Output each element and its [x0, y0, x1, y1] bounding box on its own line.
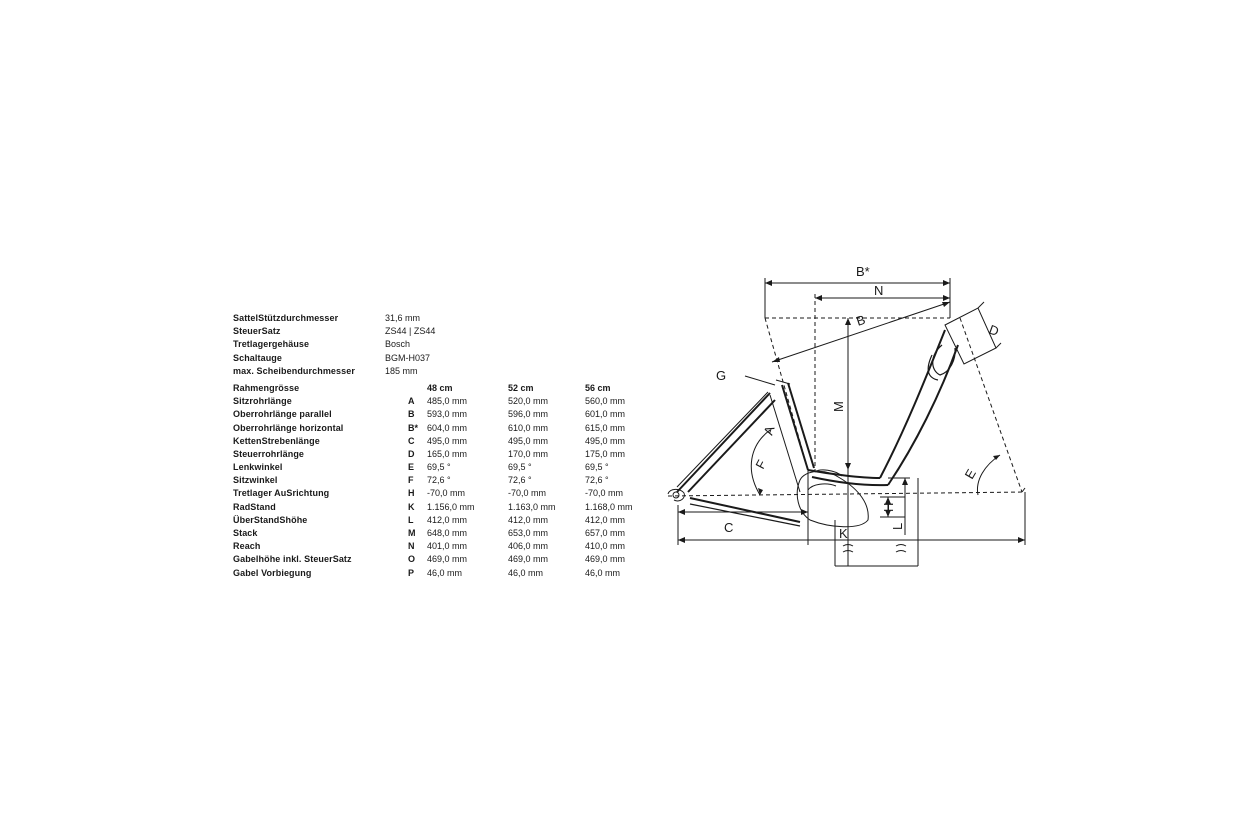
geometry-value: 406,0 mm [508, 541, 549, 552]
geometry-value: -70,0 mm [427, 488, 466, 499]
geometry-value: 175,0 mm [585, 448, 626, 459]
geometry-value: 412,0 mm [508, 514, 549, 525]
spec-value: Bosch [385, 339, 411, 350]
geometry-value: 596,0 mm [508, 409, 549, 420]
geometry-value: 1.163,0 mm [508, 501, 556, 512]
geometry-label: Sitzwinkel [233, 475, 278, 486]
dimension-letter: P [408, 567, 415, 578]
geometry-label: Gabelhöhe inkl. SteuerSatz [233, 554, 352, 565]
size-heading: 52 cm [508, 382, 534, 393]
spec-label: Schaltauge [233, 352, 283, 363]
geometry-value: 412,0 mm [585, 514, 626, 525]
spec-label: Tretlagergehäuse [233, 339, 310, 350]
chain-stay [690, 498, 800, 522]
label-k: K [839, 526, 848, 541]
geometry-value: 72,6 ° [427, 475, 451, 486]
geometry-value: 653,0 mm [508, 528, 549, 538]
spec-value: 31,6 mm [385, 313, 421, 323]
dimension-letter: C [408, 435, 415, 446]
geometry-label: Oberrohrlänge horizontal [233, 422, 344, 433]
geometry-value: 560,0 mm [585, 396, 626, 407]
geometry-value: 72,6 ° [585, 475, 609, 486]
axle-line [668, 492, 1025, 496]
dimension-letter: D [408, 448, 415, 459]
label-b-star: B* [856, 264, 870, 279]
geometry-label: ÜberStandShöhe [233, 514, 308, 525]
geometry-value: -70,0 mm [508, 488, 547, 499]
dimension-letter: H [408, 488, 415, 499]
label-e: E [961, 466, 979, 482]
size-heading: 56 cm [585, 382, 611, 393]
geometry-value: 593,0 mm [427, 409, 468, 420]
g-leader-line [745, 376, 775, 385]
geometry-value: 165,0 mm [427, 448, 468, 459]
geometry-value: 495,0 mm [508, 435, 549, 446]
geometry-value: -70,0 mm [585, 488, 624, 499]
geometry-value: 648,0 mm [427, 528, 468, 538]
seat-tube [782, 385, 808, 470]
dimension-letter: L [408, 514, 414, 525]
dimension-letter: K [408, 501, 415, 512]
dimension-letter: B [408, 409, 415, 420]
dimension-letter: O [408, 554, 416, 565]
spec-label: SteuerSatz [233, 326, 281, 337]
geometry-label: KettenStrebenlänge [233, 435, 320, 446]
geometry-value: 469,0 mm [508, 554, 549, 565]
geometry-value: 495,0 mm [585, 435, 626, 446]
geometry-label: Tretlager AuSrichtung [233, 488, 330, 499]
geometry-value: 46,0 mm [585, 567, 621, 578]
spec-label: SattelStützdurchmesser [233, 313, 339, 323]
label-m: M [831, 401, 846, 412]
geometry-value: 469,0 mm [427, 554, 468, 565]
geometry-value: 410,0 mm [585, 541, 626, 552]
label-b: B [854, 311, 868, 329]
label-l: L [890, 522, 905, 530]
dimension-letter: B* [408, 422, 419, 433]
geometry-value: 495,0 mm [427, 435, 468, 446]
b-dimension-line [772, 302, 950, 362]
geometry-label: Sitzrohrlänge [233, 396, 292, 407]
size-heading: 48 cm [427, 382, 453, 393]
seat-stay [677, 393, 770, 492]
label-a: A [760, 424, 778, 437]
geometry-value: 412,0 mm [427, 514, 468, 525]
spec-value: ZS44 | ZS44 [385, 326, 436, 337]
geometry-value: 69,5 ° [508, 462, 532, 473]
geometry-label: Stack [233, 528, 258, 538]
dimension-letter: F [408, 475, 414, 486]
geometry-value: 604,0 mm [427, 422, 468, 433]
geometry-value: 610,0 mm [508, 422, 549, 433]
e-angle-arc [977, 455, 1000, 495]
geometry-value: 601,0 mm [585, 409, 626, 420]
dimension-letter: E [408, 462, 415, 473]
spec-value: 185 mm [385, 365, 418, 376]
geometry-value: 1.156,0 mm [427, 501, 475, 512]
geometry-value: 520,0 mm [508, 396, 549, 407]
label-f: F [752, 457, 770, 472]
rear-dropout [668, 489, 684, 501]
geometry-value: 69,5 ° [427, 462, 451, 473]
frame-size-heading: Rahmengrösse [233, 382, 300, 393]
geometry-value: 615,0 mm [585, 422, 626, 433]
spec-value: BGM-H037 [385, 352, 431, 363]
geometry-value: 1.168,0 mm [585, 501, 633, 512]
geometry-value: 170,0 mm [508, 448, 549, 459]
label-c: C [724, 520, 734, 535]
geometry-label: Reach [233, 541, 261, 552]
geometry-label: Gabel Vorbiegung [233, 567, 312, 578]
geometry-value: 69,5 ° [585, 462, 609, 473]
geometry-label: Lenkwinkel [233, 462, 283, 473]
dimension-letter: M [408, 528, 416, 538]
label-h: H [881, 502, 896, 512]
geometry-value: 485,0 mm [427, 396, 468, 407]
dimension-letter: N [408, 541, 415, 552]
label-n: N [874, 283, 884, 298]
geometry-label: RadStand [233, 501, 276, 512]
geometry-label: Oberrohrlänge parallel [233, 409, 332, 420]
geometry-label: Steuerrohrlänge [233, 448, 305, 459]
geometry-value: 657,0 mm [585, 528, 626, 538]
label-d: D [986, 321, 1001, 340]
geometry-value: 72,6 ° [508, 475, 532, 486]
label-g: G [716, 368, 727, 383]
geometry-value: 46,0 mm [508, 567, 544, 578]
geometry-value: 469,0 mm [585, 554, 626, 565]
geometry-value: 46,0 mm [427, 567, 463, 578]
geometry-value: 401,0 mm [427, 541, 468, 552]
dimension-letter: A [408, 396, 415, 407]
spec-label: max. Scheibendurchmesser [233, 365, 355, 376]
